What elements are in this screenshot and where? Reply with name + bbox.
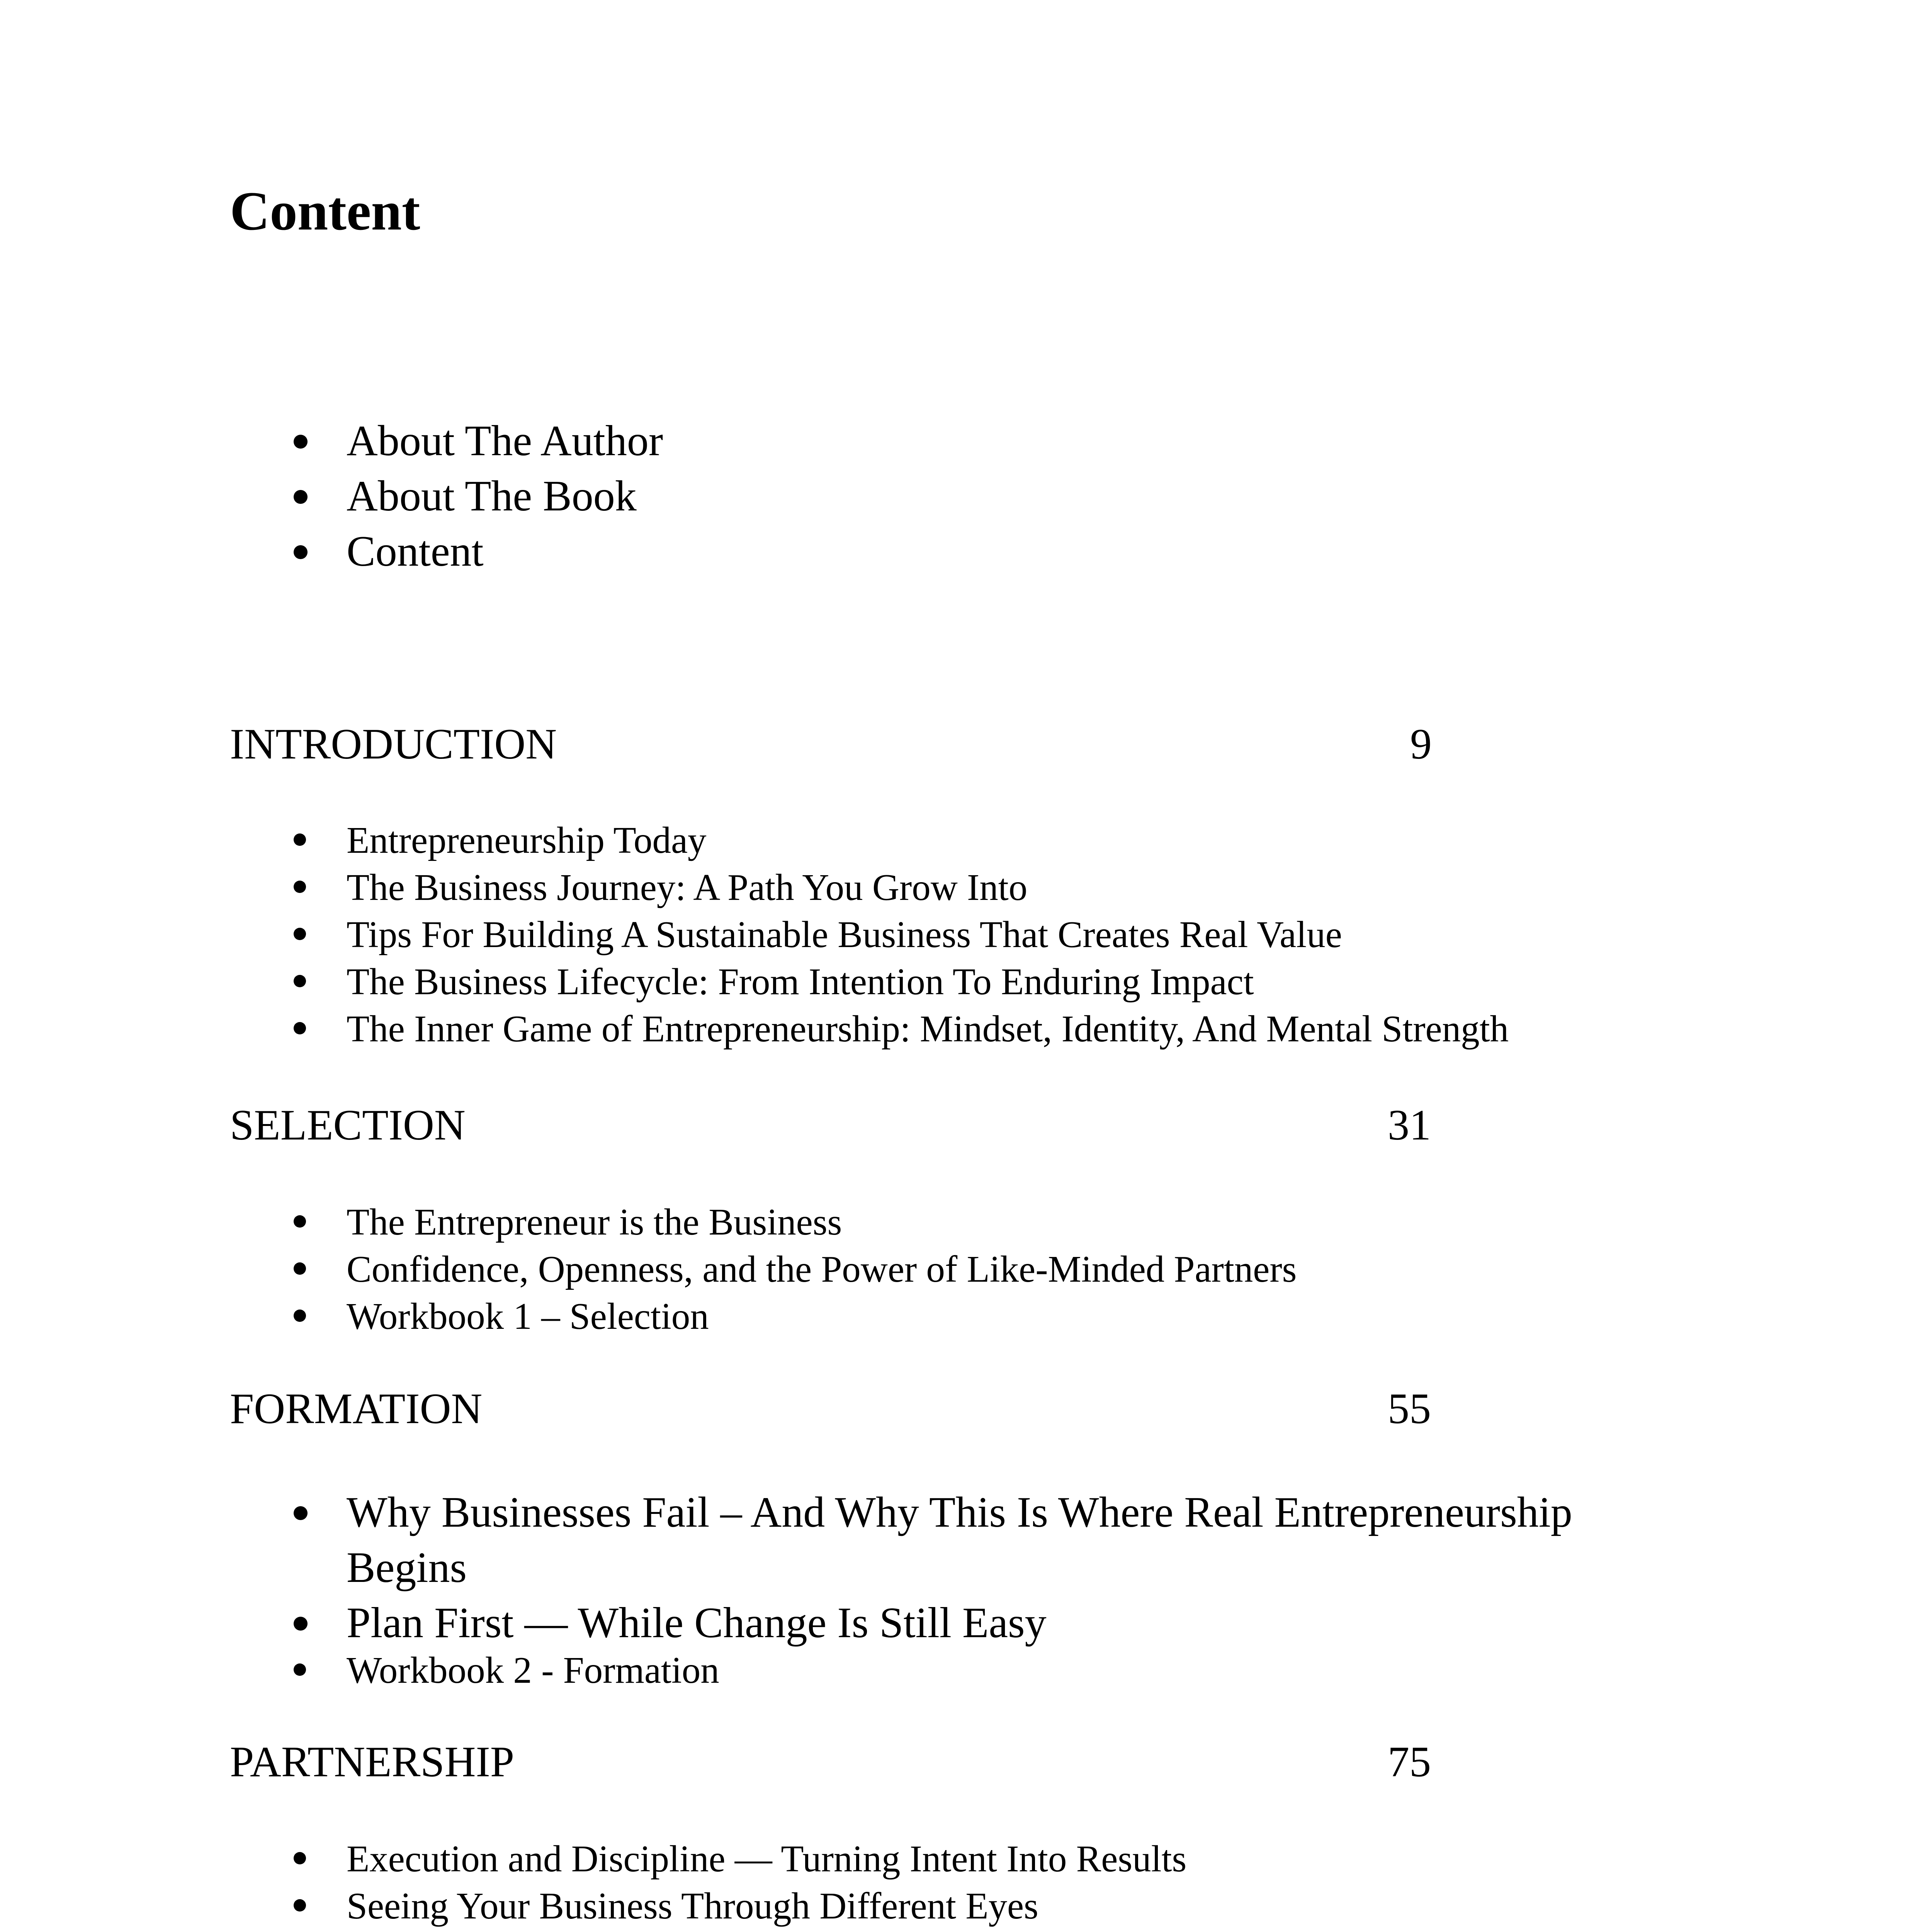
list-item: Confidence, Openness, and the Power of Like-Minded Partners xyxy=(0,1246,1528,1293)
list-item: Why Businesses Fail – And Why This Is Where Real Entrepreneurship Begins xyxy=(0,1485,1917,1595)
formation-list xyxy=(0,1485,1917,1651)
list-item: Content xyxy=(0,524,895,579)
list-item xyxy=(0,1930,1794,1932)
page-title: Content xyxy=(230,180,420,242)
section-title: PARTNERSHIP xyxy=(230,1738,515,1786)
list-item: Seeing Your Business Through Different Eyes xyxy=(0,1883,1794,1930)
list-item: Workbook 1 – Selection xyxy=(0,1293,1528,1340)
selection-list xyxy=(0,1199,1528,1340)
section-page-number: 31 xyxy=(1388,1101,1431,1149)
list-item: Plan First — While Change Is Still Easy xyxy=(0,1595,1917,1651)
section-page-number: 9 xyxy=(1410,720,1432,768)
section-title: INTRODUCTION xyxy=(230,720,557,768)
section-page-number: 75 xyxy=(1388,1738,1431,1786)
formation-list-workbook xyxy=(0,1647,951,1694)
list-item: About The Author xyxy=(0,413,895,469)
list-item: The Business Journey: A Path You Grow Into xyxy=(0,864,1740,911)
section-page-number: 55 xyxy=(1388,1385,1431,1433)
list-item: The Inner Game of Entrepreneurship: Mindset, Identity, And Mental Strength xyxy=(0,1005,1740,1053)
list-item: Tips For Building A Sustainable Business That Creates Real Value xyxy=(0,911,1740,958)
introduction-list xyxy=(0,817,1740,1053)
list-item: About The Book xyxy=(0,469,895,524)
list-item: Execution and Discipline — Turning Intent Into Results xyxy=(0,1835,1794,1883)
list-item: The Entrepreneur is the Business xyxy=(0,1199,1528,1246)
section-title: FORMATION xyxy=(230,1385,483,1433)
list-item: The Business Lifecycle: From Intention To Enduring Impact xyxy=(0,958,1740,1005)
front-matter-list xyxy=(0,413,895,579)
section-title: SELECTION xyxy=(230,1101,466,1149)
list-item: Entrepreneurship Today xyxy=(0,817,1740,864)
partnership-list xyxy=(0,1835,1794,1932)
list-item: Workbook 2 - Formation xyxy=(0,1647,951,1694)
